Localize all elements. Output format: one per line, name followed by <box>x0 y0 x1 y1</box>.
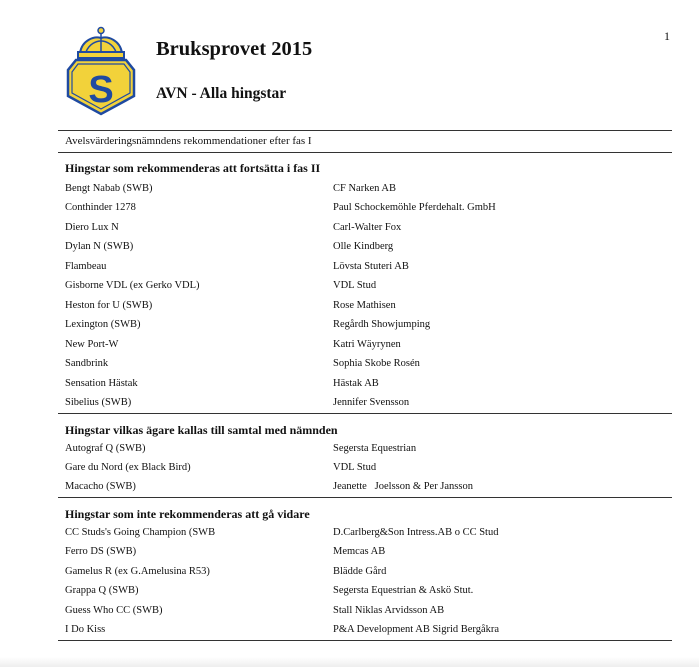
horse-name: Conthinder 1278 <box>65 202 136 213</box>
owner-name: Stall Niklas Arvidsson AB <box>333 605 445 616</box>
page-edge-shadow <box>0 657 699 667</box>
horse-name: Gisborne VDL (ex Gerko VDL) <box>65 280 200 291</box>
owner-name: Lövsta Stuteri AB <box>333 261 409 272</box>
horse-name: Diero Lux N <box>65 222 119 233</box>
owner-name: Rose Mathisen <box>333 300 396 311</box>
horse-name: Bengt Nabab (SWB) <box>65 183 153 194</box>
table-row <box>65 202 672 221</box>
divider <box>58 130 672 131</box>
horse-name: Gare du Nord (ex Black Bird) <box>65 462 191 473</box>
horse-name: Macacho (SWB) <box>65 481 136 492</box>
owner-name: Carl-Walter Fox <box>333 222 402 233</box>
horse-name: Ferro DS (SWB) <box>65 546 137 557</box>
owner-name: Segersta Equestrian & Askö Stut. <box>333 585 474 596</box>
table-row <box>65 462 672 481</box>
divider <box>58 152 672 153</box>
owner-name: D.Carlberg&Son Intress.AB o CC Stud <box>333 527 499 538</box>
horse-name: CC Studs's Going Champion (SWB <box>65 527 216 538</box>
logo-letter: S <box>88 69 114 111</box>
group-heading-called-to-meeting: Hingstar vilkas ägare kallas till samtal med nämnden <box>65 423 338 437</box>
table-row <box>65 443 672 462</box>
table-row <box>65 339 672 358</box>
table-row <box>65 183 672 202</box>
owner-name: VDL Stud <box>333 462 377 473</box>
owner-name: VDL Stud <box>333 280 377 291</box>
table-row <box>65 358 672 377</box>
owner-name: Hästak AB <box>333 378 379 389</box>
table-row <box>65 222 672 241</box>
table-row <box>65 527 672 546</box>
table-row <box>65 378 672 397</box>
owner-name: Jeanette Joelsson & Per Jansson <box>333 481 473 492</box>
owner-name: P&A Development AB Sigrid Bergåkra <box>333 624 500 635</box>
owner-name: CF Narken AB <box>333 183 396 194</box>
table-row <box>65 585 672 604</box>
horse-name: I Do Kiss <box>65 624 106 635</box>
horse-name: Grappa Q (SWB) <box>65 585 139 596</box>
owner-name: Katri Wäyrynen <box>333 339 401 350</box>
horse-name: Sandbrink <box>65 358 109 369</box>
horse-name: Flambeau <box>65 261 107 272</box>
owner-name: Paul Schockemöhle Pferdehalt. GmbH <box>333 202 496 213</box>
owner-name: Olle Kindberg <box>333 241 394 252</box>
owner-name: Blädde Gård <box>333 566 387 577</box>
table-row <box>65 261 672 280</box>
horse-name: New Port-W <box>65 339 119 350</box>
horse-name: Gamelus R (ex G.Amelusina R53) <box>65 566 210 577</box>
table-row <box>65 605 672 624</box>
crown-icon <box>78 28 124 59</box>
document-title: Bruksprovet 2015 <box>156 38 313 60</box>
owner-name: Memcas AB <box>333 546 386 557</box>
horse-name: Sensation Hästak <box>65 378 138 389</box>
horse-name: Dylan N (SWB) <box>65 241 134 252</box>
horse-name: Guess Who CC (SWB) <box>65 605 163 616</box>
table-row <box>65 319 672 338</box>
owner-name: Sophia Skobe Rosén <box>333 358 420 369</box>
divider <box>58 497 672 498</box>
table-row <box>65 546 672 565</box>
owner-name: Regårdh Showjumping <box>333 319 431 330</box>
horse-name: Autograf Q (SWB) <box>65 443 146 454</box>
horse-name: Heston for U (SWB) <box>65 300 153 311</box>
horse-name: Lexington (SWB) <box>65 319 141 330</box>
group-heading-recommended: Hingstar som rekommenderas att fortsätta i fas II <box>65 161 321 175</box>
group-heading-not-recommended: Hingstar som inte rekommenderas att gå vidare <box>65 507 310 521</box>
owner-name: Jennifer Svensson <box>333 397 410 408</box>
table-row <box>65 566 672 585</box>
page-number: 1 <box>664 29 670 43</box>
owner-name: Segersta Equestrian <box>333 443 417 454</box>
divider <box>58 640 672 641</box>
divider <box>58 413 672 414</box>
table-row <box>65 241 672 260</box>
table-row <box>65 300 672 319</box>
caption: Avelsvärderingsnämndens rekommendationer efter fas I <box>65 135 312 147</box>
document-subtitle: AVN - Alla hingstar <box>156 85 287 102</box>
organization-logo <box>62 26 140 116</box>
horse-name: Sibelius (SWB) <box>65 397 132 408</box>
table-row <box>65 280 672 299</box>
